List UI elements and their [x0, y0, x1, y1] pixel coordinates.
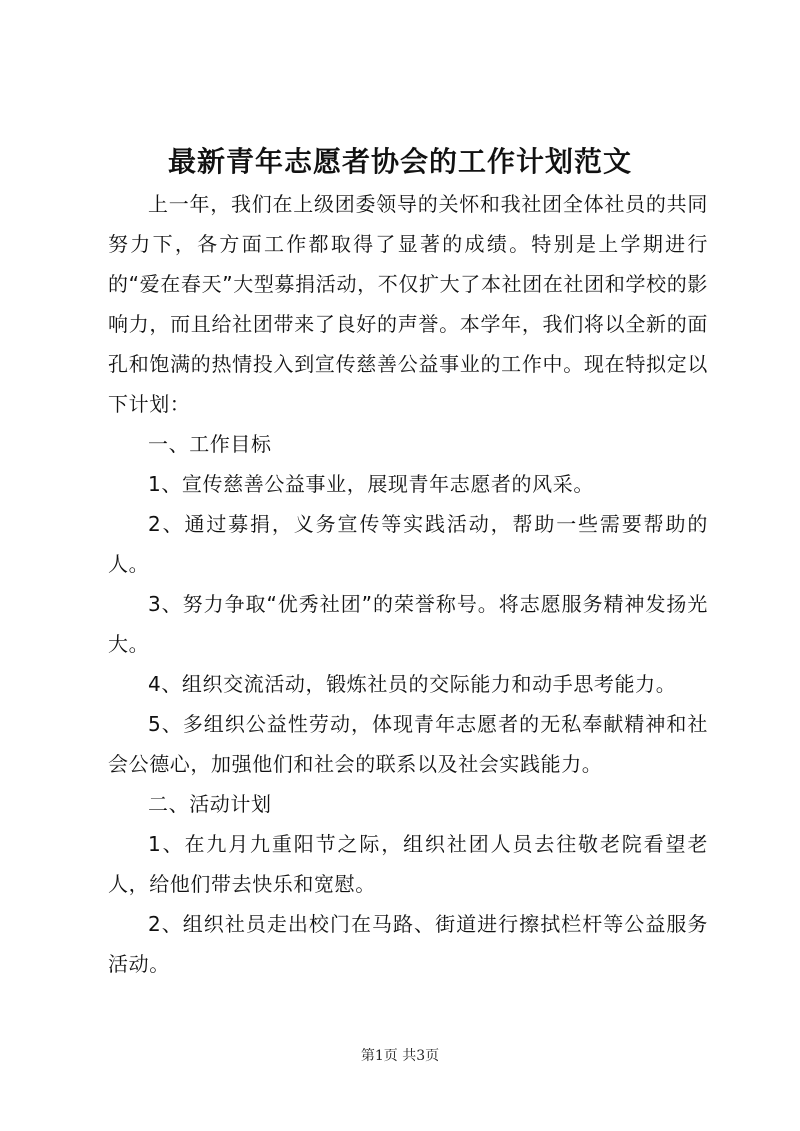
paragraph-intro: 上一年，我们在上级团委领导的关怀和我社团全体社员的共同努力下，各方面工作都取得了显著的成绩。特别是上学期进行的“爱在春天”大型募捐活动，不仅扩大了本社团在社团和学校的影响力，而且给社团带来了良好的声誉。本学年，我们将以全新的面孔和饱满的热情投入到宣传慈善公益事业的工作中。现在特拟定以下计划：	[108, 192, 708, 416]
goal-item-4: 4、组织交流活动，锻炼社员的交际能力和动手思考能力。	[148, 672, 677, 696]
section-heading-plan: 二、活动计划	[148, 792, 272, 816]
goal-item-5: 5、多组织公益性劳动，体现青年志愿者的无私奉献精神和社会公德心，加强他们和社会的联系以及社会实践能力。	[108, 712, 708, 776]
section-heading-goals: 一、工作目标	[148, 432, 272, 456]
goal-item-3: 3、努力争取“优秀社团”的荣誉称号。将志愿服务精神发扬光大。	[108, 592, 708, 656]
goal-item-2: 2、通过募捐，义务宣传等实践活动，帮助一些需要帮助的人。	[108, 512, 708, 576]
goal-item-1: 1、宣传慈善公益事业，展现青年志愿者的风采。	[148, 472, 594, 496]
plan-item-1: 1、在九月九重阳节之际，组织社团人员去往敬老院看望老人，给他们带去快乐和宽慰。	[108, 832, 708, 896]
document-body	[108, 184, 708, 984]
plan-item-2: 2、组织社员走出校门在马路、街道进行擦拭栏杆等公益服务活动。	[108, 912, 708, 976]
document-title: 最新青年志愿者协会的工作计划范文	[167, 145, 632, 178]
page-footer: 第1页 共3页	[360, 1048, 440, 1064]
